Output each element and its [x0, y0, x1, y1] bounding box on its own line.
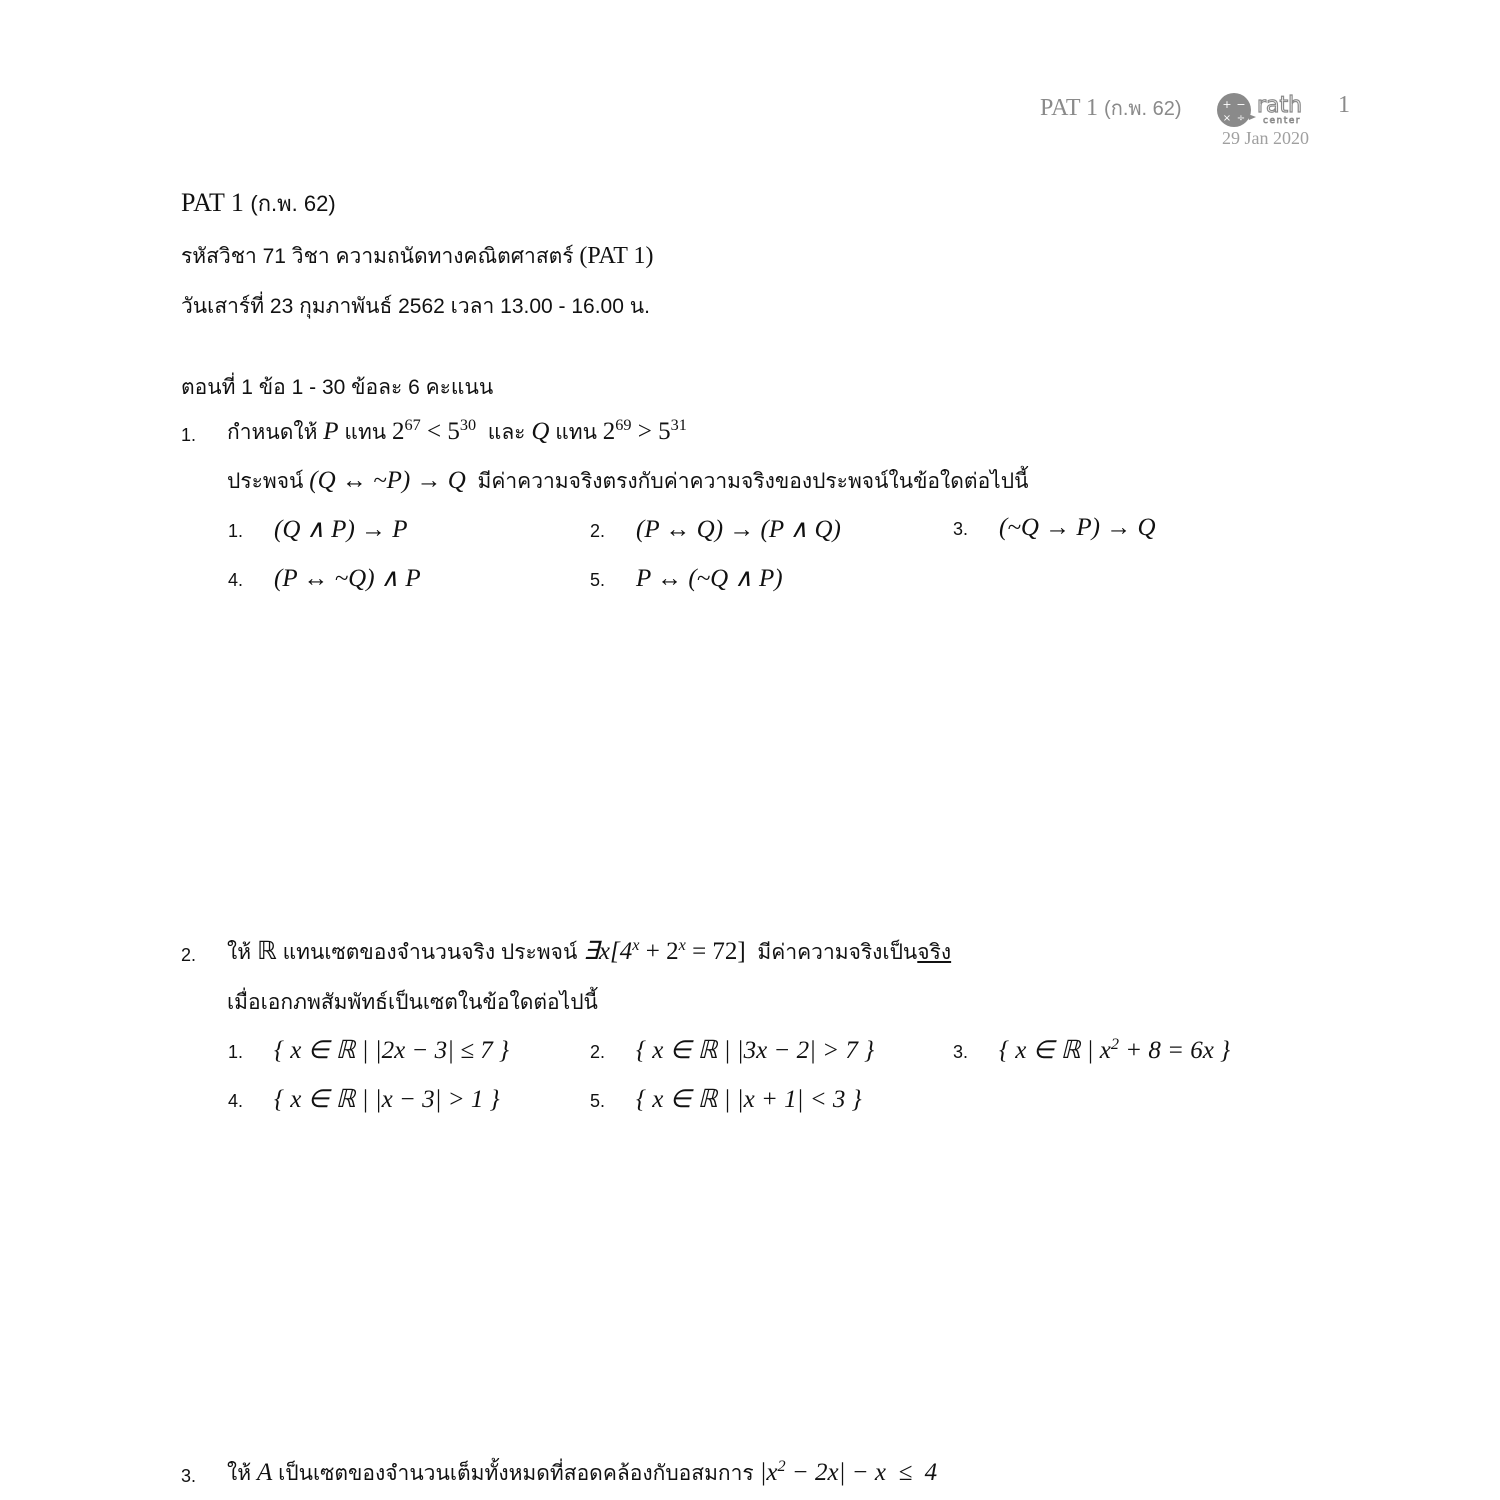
question-number: 3.	[181, 1466, 197, 1486]
choice-4[interactable]: 4. { x ∈ ℝ | |x − 3| > 1 }	[228, 1086, 500, 1113]
q3-inequality: $|x^2 - 2x| - x \le 4$	[759, 1457, 938, 1486]
q1-text: กำหนดให้	[227, 421, 318, 444]
choice-1[interactable]: 1. { x ∈ ℝ | |2x − 3| ≤ 7 }	[228, 1037, 509, 1064]
question-1-line-1	[227, 416, 687, 449]
q1-expr-p: $2^{67} < 5^{30}$	[392, 416, 477, 445]
question-1-line-2	[227, 465, 1028, 498]
running-header-title	[1040, 92, 1182, 124]
q1-text: มีค่าความจริงตรงกับค่าความจริงของประพจน์ในข้อใดต่อไปนี้	[477, 470, 1029, 493]
title-thai: (ก.พ. 62)	[250, 191, 336, 216]
choice-1[interactable]: 1. (Q ∧ P) → P	[228, 516, 408, 543]
q1-var-q: Q	[531, 418, 550, 445]
question-2-line-1	[227, 936, 951, 969]
choice-2[interactable]: 2. { x ∈ ℝ | |3x − 2| > 7 }	[590, 1037, 875, 1064]
calculator-bubble-icon	[1216, 90, 1326, 130]
q2-text: แทนเซตของจำนวนจริง ประพจน์	[282, 941, 578, 964]
svg-text:center: center	[1263, 116, 1301, 126]
real-numbers-symbol: ℝ	[256, 938, 277, 965]
q1-statement: (Q ↔ ~P) → Q	[309, 467, 466, 494]
q2-underlined-true: จริง	[917, 941, 952, 964]
q3-text: ให้	[227, 1462, 252, 1485]
choice-5[interactable]: 5. P ↔ (~Q ∧ P)	[590, 565, 783, 592]
math-center-logo	[1216, 90, 1326, 130]
header-title-latin: PAT 1	[1040, 95, 1099, 121]
choice-5[interactable]: 5. { x ∈ ℝ | |x + 1| < 3 }	[590, 1086, 862, 1113]
choice-3[interactable]: 3. { x ∈ ℝ | $x^2 + 8 = 6x$ }	[953, 1035, 1231, 1064]
q1-text: และ	[487, 421, 526, 444]
question-number: 2.	[181, 945, 197, 965]
svg-text:×: ×	[1222, 113, 1232, 124]
question-3-line-1	[227, 1457, 937, 1490]
question-number: 1.	[181, 425, 197, 445]
q1-text: ประพจน์	[227, 470, 304, 493]
q3-text: เป็นเซตของจำนวนเต็มทั้งหมดที่สอดคล้องกับอสมการ	[278, 1462, 754, 1485]
set-a-symbol: A	[256, 1459, 273, 1486]
header-title-thai: (ก.พ. 62)	[1104, 98, 1182, 120]
subject-text: รหัสวิชา 71 วิชา ความถนัดทางคณิตศาสตร์	[181, 245, 574, 268]
question-2-line-2: เมื่อเอกภพสัมพัทธ์เป็นเซตในข้อใดต่อไปนี้	[227, 991, 598, 1014]
section-heading: ตอนที่ 1 ข้อ 1 - 30 ข้อละ 6 คะแนน	[181, 376, 494, 399]
choice-2[interactable]: 2. (P ↔ Q) → (P ∧ Q)	[590, 516, 841, 543]
document-title	[181, 186, 336, 221]
svg-text:÷: ÷	[1236, 113, 1246, 124]
header-date: 29 Jan 2020	[1222, 128, 1309, 148]
subject-line	[181, 240, 653, 273]
exam-date-line: วันเสาร์ที่ 23 กุมภาพันธ์ 2562 เวลา 13.00 - 16.00 น.	[181, 295, 650, 318]
svg-text:rath: rath	[1257, 93, 1303, 118]
title-latin: PAT 1	[181, 188, 244, 217]
q1-text: แทน	[555, 421, 597, 444]
svg-text:−: −	[1236, 98, 1246, 111]
choice-3[interactable]: 3. (~Q → P) → Q	[953, 514, 1156, 541]
subject-code: (PAT 1)	[579, 243, 654, 269]
choice-4[interactable]: 4. (P ↔ ~Q) ∧ P	[228, 565, 421, 592]
page-number: 1	[1338, 92, 1350, 118]
q2-statement: $\exists x[4^x + 2^x = 72]$	[583, 936, 746, 965]
q1-expr-q: $2^{69} > 5^{31}$	[602, 416, 687, 445]
q1-text: แทน	[344, 421, 387, 444]
q2-text: มีค่าความจริงเป็น	[757, 941, 918, 964]
q2-text: ให้	[227, 941, 252, 964]
svg-text:+: +	[1222, 98, 1232, 111]
q1-var-p: P	[323, 418, 339, 445]
